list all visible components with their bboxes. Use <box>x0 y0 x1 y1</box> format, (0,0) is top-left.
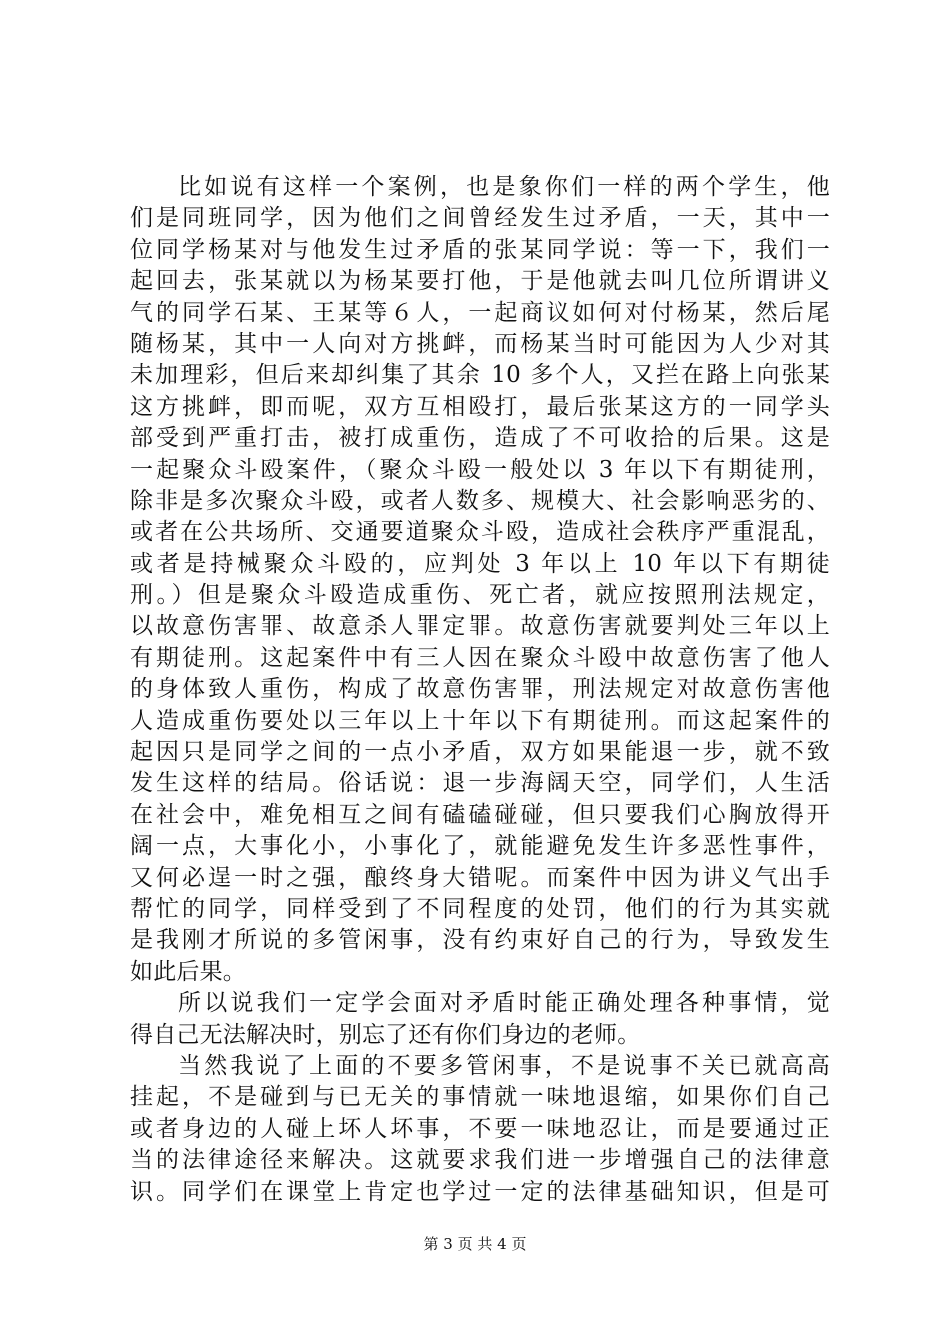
text-line: 随杨某，其中一人向对方挑衅，而杨某当时可能因为人少对其 <box>130 330 830 357</box>
text-line: 又何必逞一时之强，酿终身大错呢。而案件中因为讲义气出手 <box>130 864 830 891</box>
text-line: 所以说我们一定学会面对矛盾时能正确处理各种事情，觉 <box>178 990 830 1017</box>
paragraph-case <box>130 172 830 988</box>
page-number-footer: 第 3 页 共 4 页 <box>423 1235 527 1253</box>
text-line: 的身体致人重伤，构成了故意伤害罪，刑法规定对故意伤害他 <box>130 676 830 703</box>
text-line: 得自己无法解决时，别忘了还有你们身边的老师。 <box>130 1021 641 1048</box>
text-line: 挂起，不是碰到与已无关的事情就一味地退缩，如果你们自己 <box>130 1084 830 1111</box>
text-line: 部受到严重打击，被打成重伤，造成了不可收拾的后果。这是 <box>130 425 830 452</box>
text-line: 如此后果。 <box>130 958 246 985</box>
text-line: 识。同学们在课堂上肯定也学过一定的法律基础知识，但是可 <box>130 1178 830 1205</box>
text-line: 帮忙的同学，同样受到了不同程度的处罚，他们的行为其实就 <box>130 895 830 922</box>
text-line: 人造成重伤要处以三年以上十年以下有期徒刑。而这起案件的 <box>130 707 830 734</box>
text-line: 刑。）但是聚众斗殴造成重伤、死亡者，就应按照刑法规定， <box>130 582 830 609</box>
text-line: 阔一点，大事化小，小事化了，就能避免发生许多恶性事件， <box>130 833 830 860</box>
text-line: 这方挑衅，即而呢，双方互相殴打，最后张某这方的一同学头 <box>130 393 830 420</box>
text-line: 当然我说了上面的不要多管闲事，不是说事不关已就高高 <box>178 1052 830 1079</box>
text-line: 是我刚才所说的多管闲事，没有约束好自己的行为，导致发生 <box>130 927 830 954</box>
text-line: 或者在公共场所、交通要道聚众斗殴，造成社会秩序严重混乱， <box>130 519 830 546</box>
text-line: 发生这样的结局。俗话说：退一步海阔天空，同学们，人生活 <box>130 770 830 797</box>
text-line: 未加理彩，但后来却纠集了其余 10 多个人，又拦在路上向张某 <box>130 362 830 389</box>
body-text <box>130 172 830 1208</box>
text-line: 起回去，张某就以为杨某要打他，于是他就去叫几位所谓讲义 <box>130 268 830 295</box>
text-line: 们是同班同学，因为他们之间曾经发生过矛盾，一天，其中一 <box>130 205 830 232</box>
text-line: 在社会中，难免相互之间有磕磕碰碰，但只要我们心胸放得开 <box>130 801 830 828</box>
text-line: 一起聚众斗殴案件，（聚众斗殴一般处以 3 年以下有期徒刑， <box>130 456 830 483</box>
text-line: 当的法律途径来解决。这就要求我们进一步增强自己的法律意 <box>130 1147 830 1174</box>
paragraph-legal-awareness <box>130 1051 830 1208</box>
text-line: 或者是持械聚众斗殴的，应判处 3 年以上 10 年以下有期徒 <box>130 550 830 577</box>
text-line: 以故意伤害罪、故意杀人罪定罪。故意伤害就要判处三年以上 <box>130 613 830 640</box>
text-line: 除非是多次聚众斗殴，或者人数多、规模大、社会影响恶劣的、 <box>130 487 830 514</box>
text-line: 位同学杨某对与他发生过矛盾的张某同学说：等一下，我们一 <box>130 236 830 263</box>
text-line: 比如说有这样一个案例，也是象你们一样的两个学生，他 <box>178 174 830 200</box>
paragraph-advice <box>130 988 830 1051</box>
text-line: 有期徒刑。这起案件中有三人因在聚众斗殴中故意伤害了他人 <box>130 644 830 671</box>
text-line: 起因只是同学之间的一点小矛盾，双方如果能退一步，就不致 <box>130 739 830 766</box>
text-line: 或者身边的人碰上坏人坏事，不要一味地忍让，而是要通过正 <box>130 1115 830 1142</box>
text-line: 气的同学石某、王某等６人，一起商议如何对付杨某，然后尾 <box>130 299 830 326</box>
